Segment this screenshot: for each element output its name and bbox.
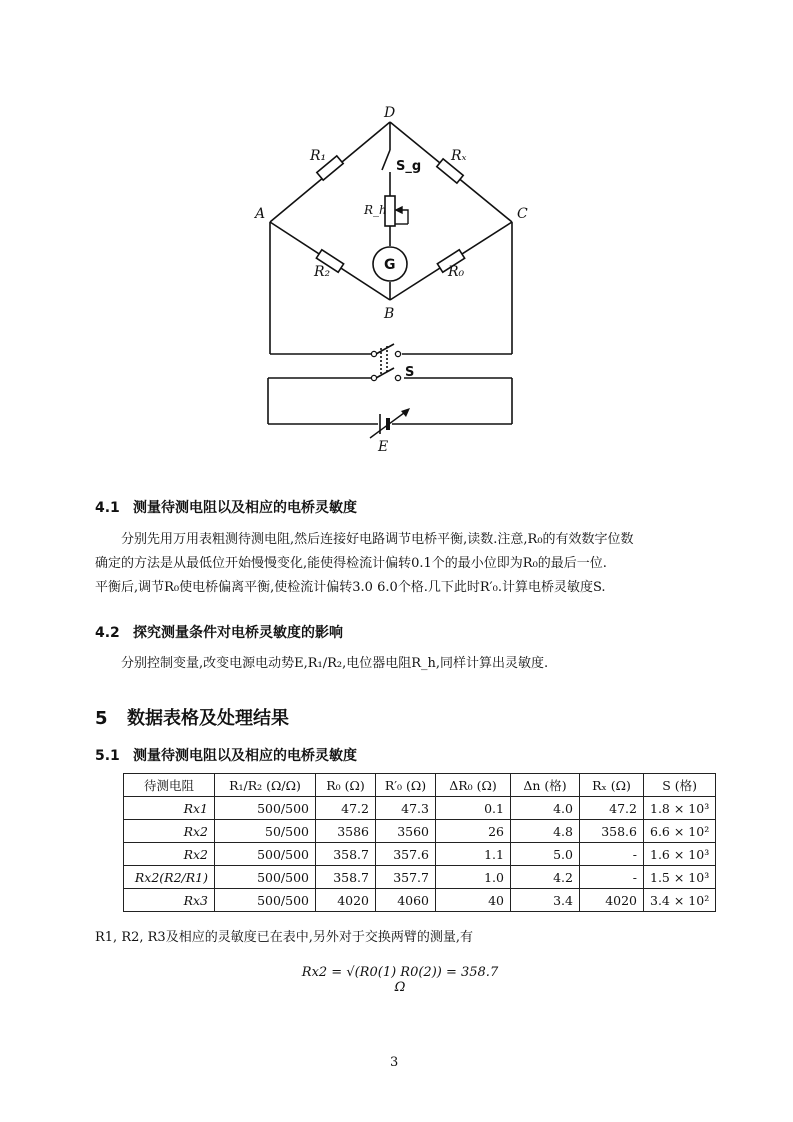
column-header: 待测电阻 xyxy=(124,774,215,797)
table-row xyxy=(124,843,716,866)
table-cell: - xyxy=(580,843,644,866)
column-header: Rₓ (Ω) xyxy=(580,774,644,797)
section-number: 5.1 xyxy=(95,748,120,764)
table-row xyxy=(124,866,716,889)
section-title: 测量待测电阻以及相应的电桥灵敏度 xyxy=(133,500,357,516)
table-cell: 500/500 xyxy=(215,889,316,912)
resistor-label-r2: R₂ xyxy=(314,264,331,280)
table-cell: 4.8 xyxy=(511,820,580,843)
table-cell: 5.0 xyxy=(511,843,580,866)
page-number: 3 xyxy=(390,1055,399,1070)
table-cell: 500/500 xyxy=(215,843,316,866)
resistor-label-r1: R₁ xyxy=(310,148,327,164)
table-row xyxy=(124,820,716,843)
section-number: 4.2 xyxy=(95,625,120,641)
section-4-1-heading xyxy=(95,497,357,517)
table-cell: Rx1 xyxy=(124,797,215,820)
table-cell: Rx3 xyxy=(124,889,215,912)
table-cell: 1.6 × 10³ xyxy=(644,843,716,866)
section-title: 数据表格及处理结果 xyxy=(127,708,289,729)
section-4-1-body xyxy=(95,528,705,600)
table-cell: 500/500 xyxy=(215,866,316,889)
table-cell: 47.2 xyxy=(316,797,376,820)
section-4-2-body xyxy=(95,652,705,676)
table-cell: 1.1 xyxy=(436,843,511,866)
table-cell: 500/500 xyxy=(215,797,316,820)
node-label-d: D xyxy=(384,105,396,121)
table-cell: 47.3 xyxy=(376,797,436,820)
table-cell: 3.4 × 10² xyxy=(644,889,716,912)
table-cell: 3560 xyxy=(376,820,436,843)
table-cell: 26 xyxy=(436,820,511,843)
table-cell: 358.7 xyxy=(316,866,376,889)
table-header-row xyxy=(124,774,716,797)
table-row xyxy=(124,797,716,820)
table-cell: Rx2 xyxy=(124,820,215,843)
table-cell: 0.1 xyxy=(436,797,511,820)
node-label-c: C xyxy=(517,206,528,222)
table-cell: Rx2 xyxy=(124,843,215,866)
section-number: 5 xyxy=(95,708,108,729)
node-label-e: E xyxy=(378,439,389,455)
section-5-1-heading xyxy=(95,745,357,765)
switch-label-s: S xyxy=(405,365,415,380)
table-cell: 358.6 xyxy=(580,820,644,843)
table-cell: 358.7 xyxy=(316,843,376,866)
resistor-label-r0: R₀ xyxy=(448,264,465,280)
table-cell: 4060 xyxy=(376,889,436,912)
table-cell: 357.6 xyxy=(376,843,436,866)
table-cell: 3.4 xyxy=(511,889,580,912)
table-cell: 4.2 xyxy=(511,866,580,889)
table-cell: 4020 xyxy=(316,889,376,912)
table-cell: 6.6 × 10² xyxy=(644,820,716,843)
node-label-a: A xyxy=(255,206,266,222)
section-5-heading xyxy=(95,704,289,730)
column-header: R′₀ (Ω) xyxy=(376,774,436,797)
table-cell: 1.5 × 10³ xyxy=(644,866,716,889)
section-title: 探究测量条件对电桥灵敏度的影响 xyxy=(133,625,343,641)
table-cell: 4.0 xyxy=(511,797,580,820)
post-table-text: R1, R2, R3及相应的灵敏度已在表中,另外对于交换两臂的测量,有 xyxy=(95,930,473,945)
column-header: R₀ (Ω) xyxy=(316,774,376,797)
paragraph-line: 平衡后,调节R₀使电桥偏离平衡,使检流计偏转3.0 6.0个格.几下此时R′₀.计算电桥灵敏度S. xyxy=(95,580,606,595)
table-cell: 3586 xyxy=(316,820,376,843)
section-title: 测量待测电阻以及相应的电桥灵敏度 xyxy=(133,748,357,764)
table-cell: 47.2 xyxy=(580,797,644,820)
table-cell: 357.7 xyxy=(376,866,436,889)
table-cell: - xyxy=(580,866,644,889)
paragraph-line: 确定的方法是从最低位开始慢慢变化,能使得检流计偏转0.1个的最小位即为R₀的最后一位. xyxy=(95,556,607,571)
column-header: S (格) xyxy=(644,774,716,797)
table-cell: 1.0 xyxy=(436,866,511,889)
table-row xyxy=(124,889,716,912)
table-cell: 40 xyxy=(436,889,511,912)
results-table xyxy=(123,773,716,912)
column-header: ΔR₀ (Ω) xyxy=(436,774,511,797)
table-cell: 1.8 × 10³ xyxy=(644,797,716,820)
section-4-2-heading xyxy=(95,622,343,642)
resistor-label-rx: Rₓ xyxy=(451,148,467,164)
paragraph-line: 分别控制变量,改变电源电动势E,R₁/R₂,电位器电阻R_h,同样计算出灵敏度. xyxy=(121,656,549,671)
resistor-label-rh: R_h xyxy=(364,203,387,217)
galvanometer-label: G xyxy=(384,257,396,273)
column-header: R₁/R₂ (Ω/Ω) xyxy=(215,774,316,797)
switch-label-sg: S_g xyxy=(396,159,422,174)
circuit-diagram xyxy=(240,100,540,465)
column-header: Δn (格) xyxy=(511,774,580,797)
section-number: 4.1 xyxy=(95,500,120,516)
table-cell: 4020 xyxy=(580,889,644,912)
node-label-b: B xyxy=(384,306,395,322)
table-cell: Rx2(R2/R1) xyxy=(124,866,215,889)
equation: Rx2 = √(R0(1) R0(2)) = 358.7 Ω xyxy=(301,965,499,995)
paragraph-line: 分别先用万用表粗测待测电阻,然后连接好电路调节电桥平衡,读数.注意,R₀的有效数字位数 xyxy=(121,532,634,547)
table-cell: 50/500 xyxy=(215,820,316,843)
